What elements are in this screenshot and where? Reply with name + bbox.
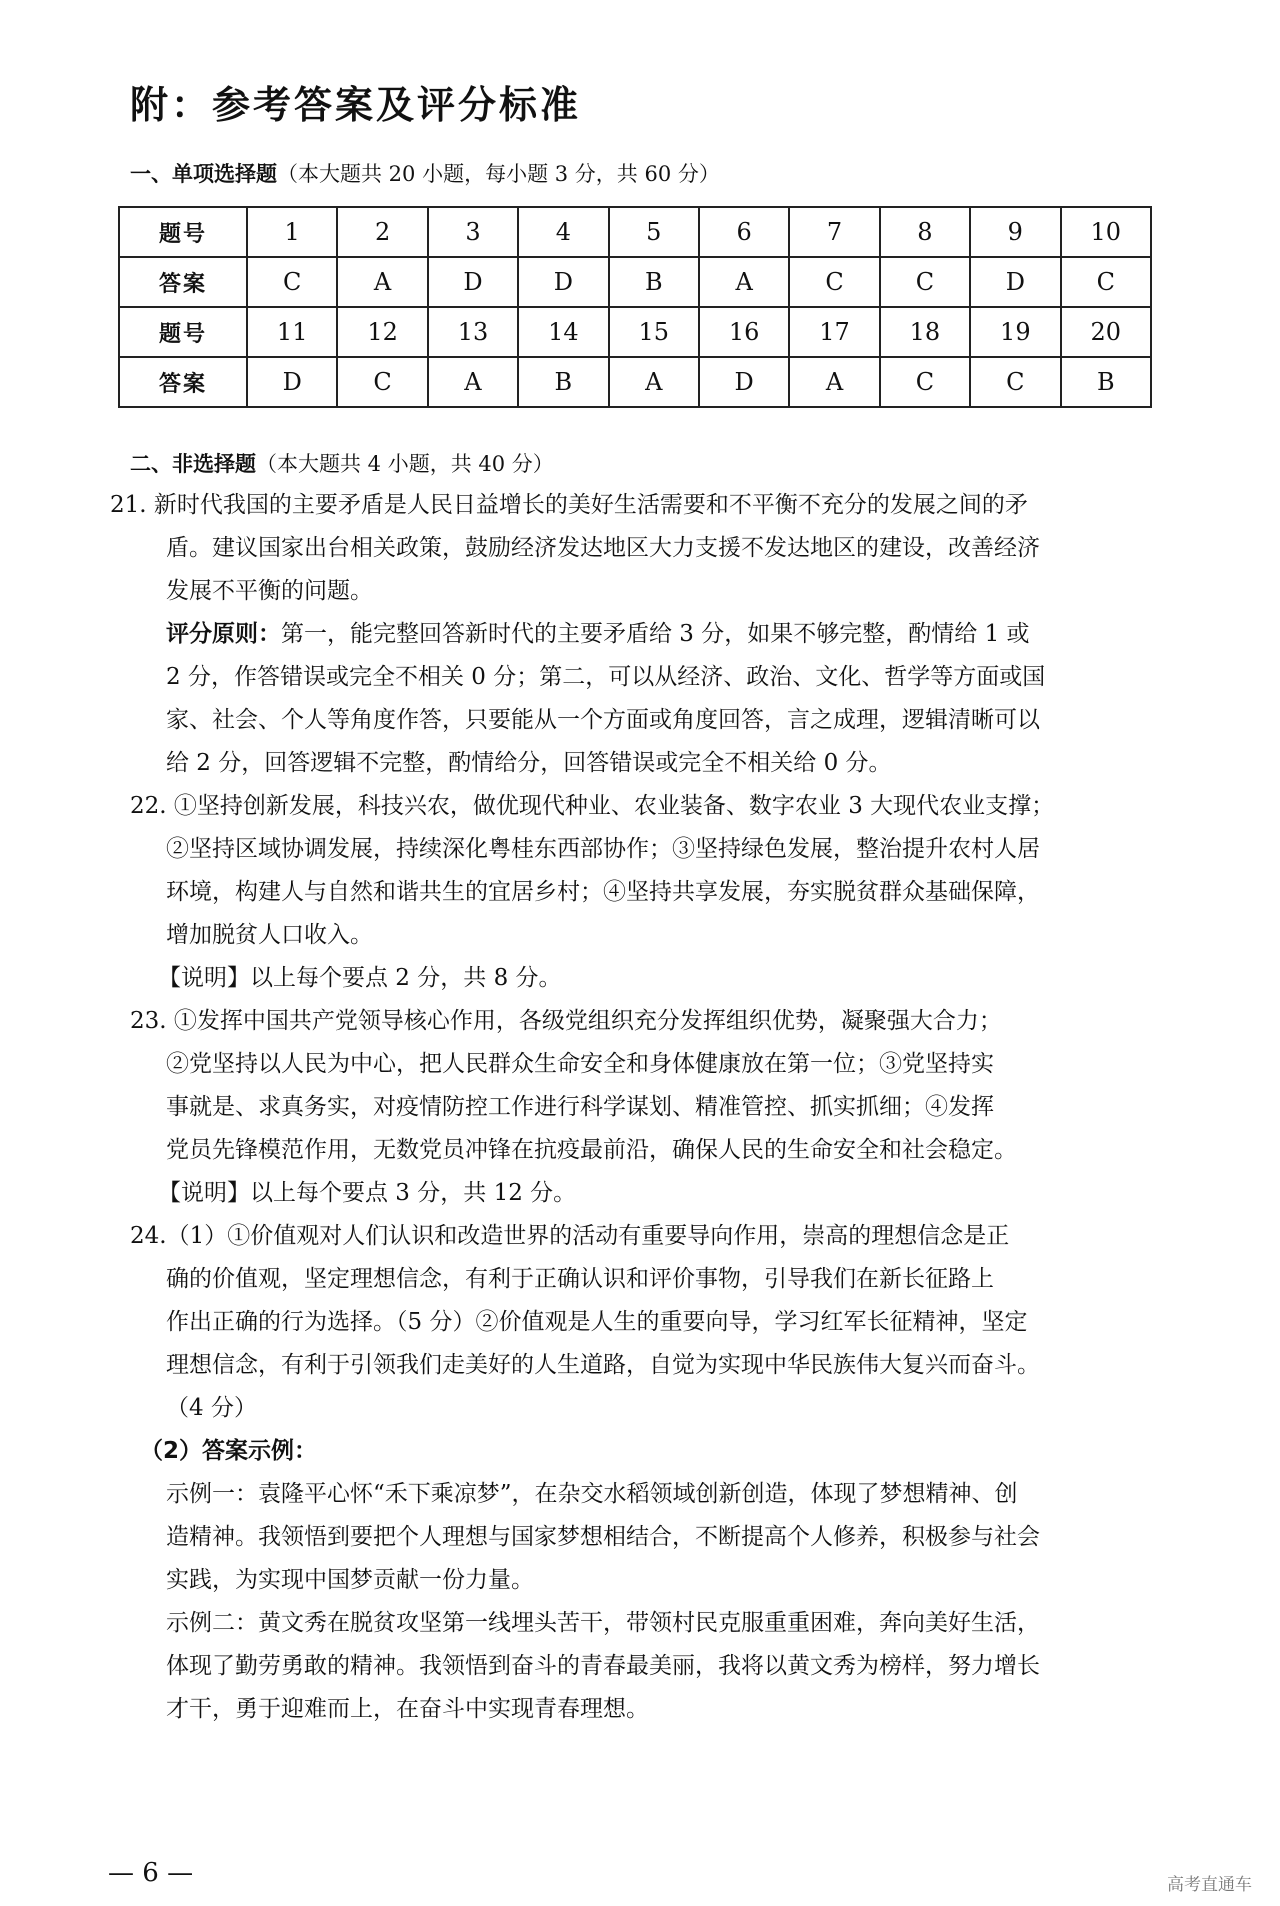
question-number-cell: 19 xyxy=(970,307,1060,357)
question-number-cell: 12 xyxy=(337,307,427,357)
q22-explain: 【说明】以上每个要点 2 分，共 8 分。 xyxy=(158,965,562,991)
answer-table xyxy=(118,206,1152,408)
answer-cell: D xyxy=(699,357,789,407)
answer-cell: C xyxy=(337,357,427,407)
question-number-cell: 2 xyxy=(337,207,427,257)
question-number-cell: 10 xyxy=(1061,207,1151,257)
answer-cell: D xyxy=(247,357,337,407)
q23-line: 党员先锋模范作用，无数党员冲锋在抗疫最前沿，确保人民的生命安全和社会稳定。 xyxy=(166,1137,1017,1163)
q21-rule-label: 评分原则： xyxy=(166,621,281,647)
table-row xyxy=(119,257,1151,307)
question-number-cell: 11 xyxy=(247,307,337,357)
row-header: 答案 xyxy=(119,357,247,407)
section2-heading-text: 二、非选择题 xyxy=(130,451,256,476)
answer-cell: B xyxy=(609,257,699,307)
q24-example-line: 示例一：袁隆平心怀“禾下乘凉梦”，在杂交水稻领域创新创造，体现了梦想精神、创 xyxy=(166,1481,1018,1507)
q24-example-line: 造精神。我领悟到要把个人理想与国家梦想相结合，不断提高个人修养，积极参与社会 xyxy=(166,1524,1040,1550)
question-number-cell: 18 xyxy=(880,307,970,357)
question-number-cell: 5 xyxy=(609,207,699,257)
question-number-cell: 8 xyxy=(880,207,970,257)
q21-rule-line xyxy=(166,613,1030,656)
q23-line: 事就是、求真务实，对疫情防控工作进行科学谋划、精准管控、抓实抓细；④发挥 xyxy=(166,1094,994,1120)
answer-cell: A xyxy=(609,357,699,407)
q21-rule-text: 第一，能完整回答新时代的主要矛盾给 3 分，如果不够完整，酌情给 1 或 xyxy=(281,621,1030,647)
question-number-cell: 3 xyxy=(428,207,518,257)
answer-cell: D xyxy=(970,257,1060,307)
question-number-cell: 14 xyxy=(518,307,608,357)
page-number: — 6 — xyxy=(108,1858,194,1888)
q21-rule-line: 家、社会、个人等角度作答，只要能从一个方面或角度回答，言之成理，逻辑清晰可以 xyxy=(166,707,1040,733)
q24-part2-label: （2）答案示例： xyxy=(140,1438,318,1464)
answer-cell: D xyxy=(518,257,608,307)
q24-line: 确的价值观，坚定理想信念，有利于正确认识和评价事物，引导我们在新长征路上 xyxy=(166,1266,994,1292)
answer-cell: C xyxy=(970,357,1060,407)
answer-cell: C xyxy=(880,357,970,407)
answer-cell: D xyxy=(428,257,518,307)
answer-cell: C xyxy=(1061,257,1151,307)
answer-cell: A xyxy=(337,257,427,307)
q21-line: 21. 新时代我国的主要矛盾是人民日益增长的美好生活需要和不平衡不充分的发展之间的矛 xyxy=(110,492,1028,518)
q21-line: 发展不平衡的问题。 xyxy=(166,578,373,604)
q24-example-line: 体现了勤劳勇敢的精神。我领悟到奋斗的青春最美丽，我将以黄文秀为榜样，努力增长 xyxy=(166,1653,1040,1679)
section1-heading xyxy=(130,158,720,188)
q22-line: 环境，构建人与自然和谐共生的宜居乡村；④坚持共享发展，夯实脱贫群众基础保障， xyxy=(166,879,1040,905)
question-number-cell: 1 xyxy=(247,207,337,257)
q23-line: ②党坚持以人民为中心，把人民群众生命安全和身体健康放在第一位；③党坚持实 xyxy=(166,1051,994,1077)
page-title: 附：参考答案及评分标准 xyxy=(130,83,582,127)
q22-line: ②坚持区域协调发展，持续深化粤桂东西部协作；③坚持绿色发展，整治提升农村人居 xyxy=(166,836,1040,862)
question-number-cell: 6 xyxy=(699,207,789,257)
q21-line: 盾。建议国家出台相关政策，鼓励经济发达地区大力支援不发达地区的建设，改善经济 xyxy=(166,535,1040,561)
table-row xyxy=(119,357,1151,407)
question-number-cell: 4 xyxy=(518,207,608,257)
answer-cell: A xyxy=(789,357,879,407)
question-number-cell: 7 xyxy=(789,207,879,257)
table-row xyxy=(119,307,1151,357)
question-number-cell: 9 xyxy=(970,207,1060,257)
section1-heading-text: 一、单项选择题 xyxy=(130,161,277,186)
section1-note: （本大题共 20 小题，每小题 3 分，共 60 分） xyxy=(277,162,720,186)
answer-cell: A xyxy=(699,257,789,307)
q24-line: （4 分） xyxy=(166,1395,257,1421)
q22-line: 增加脱贫人口收入。 xyxy=(166,922,373,948)
q22-line: 22. ①坚持创新发展，科技兴农，做优现代种业、农业装备、数字农业 3 大现代农业支撑； xyxy=(130,793,1055,819)
q21-rule-line: 给 2 分，回答逻辑不完整，酌情给分，回答错误或完全不相关给 0 分。 xyxy=(166,750,892,776)
row-header: 题号 xyxy=(119,307,247,357)
section2-heading xyxy=(130,448,554,478)
q24-example-line: 才干，勇于迎难而上，在奋斗中实现青春理想。 xyxy=(166,1696,649,1722)
q24-example-line: 示例二：黄文秀在脱贫攻坚第一线埋头苦干，带领村民克服重重困难，奔向美好生活， xyxy=(166,1610,1040,1636)
question-number-cell: 16 xyxy=(699,307,789,357)
watermark: 高考直通车 xyxy=(1167,1875,1252,1895)
table-row xyxy=(119,207,1151,257)
answer-cell: C xyxy=(880,257,970,307)
answer-cell: C xyxy=(247,257,337,307)
q24-line: 24.（1）①价值观对人们认识和改造世界的活动有重要导向作用，崇高的理想信念是正 xyxy=(130,1223,1010,1249)
question-number-cell: 13 xyxy=(428,307,518,357)
answer-cell: B xyxy=(518,357,608,407)
answer-cell: A xyxy=(428,357,518,407)
q21-rule-line: 2 分，作答错误或完全不相关 0 分；第二，可以从经济、政治、文化、哲学等方面或国 xyxy=(166,664,1046,690)
q23-line: 23. ①发挥中国共产党领导核心作用，各级党组织充分发挥组织优势，凝聚强大合力； xyxy=(130,1008,1002,1034)
question-number-cell: 17 xyxy=(789,307,879,357)
q24-example-line: 实践，为实现中国梦贡献一份力量。 xyxy=(166,1567,534,1593)
q24-line: 作出正确的行为选择。（5 分）②价值观是人生的重要向导，学习红军长征精神，坚定 xyxy=(166,1309,1028,1335)
section2-note: （本大题共 4 小题，共 40 分） xyxy=(256,452,554,476)
row-header: 答案 xyxy=(119,257,247,307)
answer-cell: B xyxy=(1061,357,1151,407)
answer-cell: C xyxy=(789,257,879,307)
question-number-cell: 20 xyxy=(1061,307,1151,357)
question-number-cell: 15 xyxy=(609,307,699,357)
row-header: 题号 xyxy=(119,207,247,257)
q24-line: 理想信念，有利于引领我们走美好的人生道路，自觉为实现中华民族伟大复兴而奋斗。 xyxy=(166,1352,1040,1378)
q23-explain: 【说明】以上每个要点 3 分，共 12 分。 xyxy=(158,1180,577,1206)
